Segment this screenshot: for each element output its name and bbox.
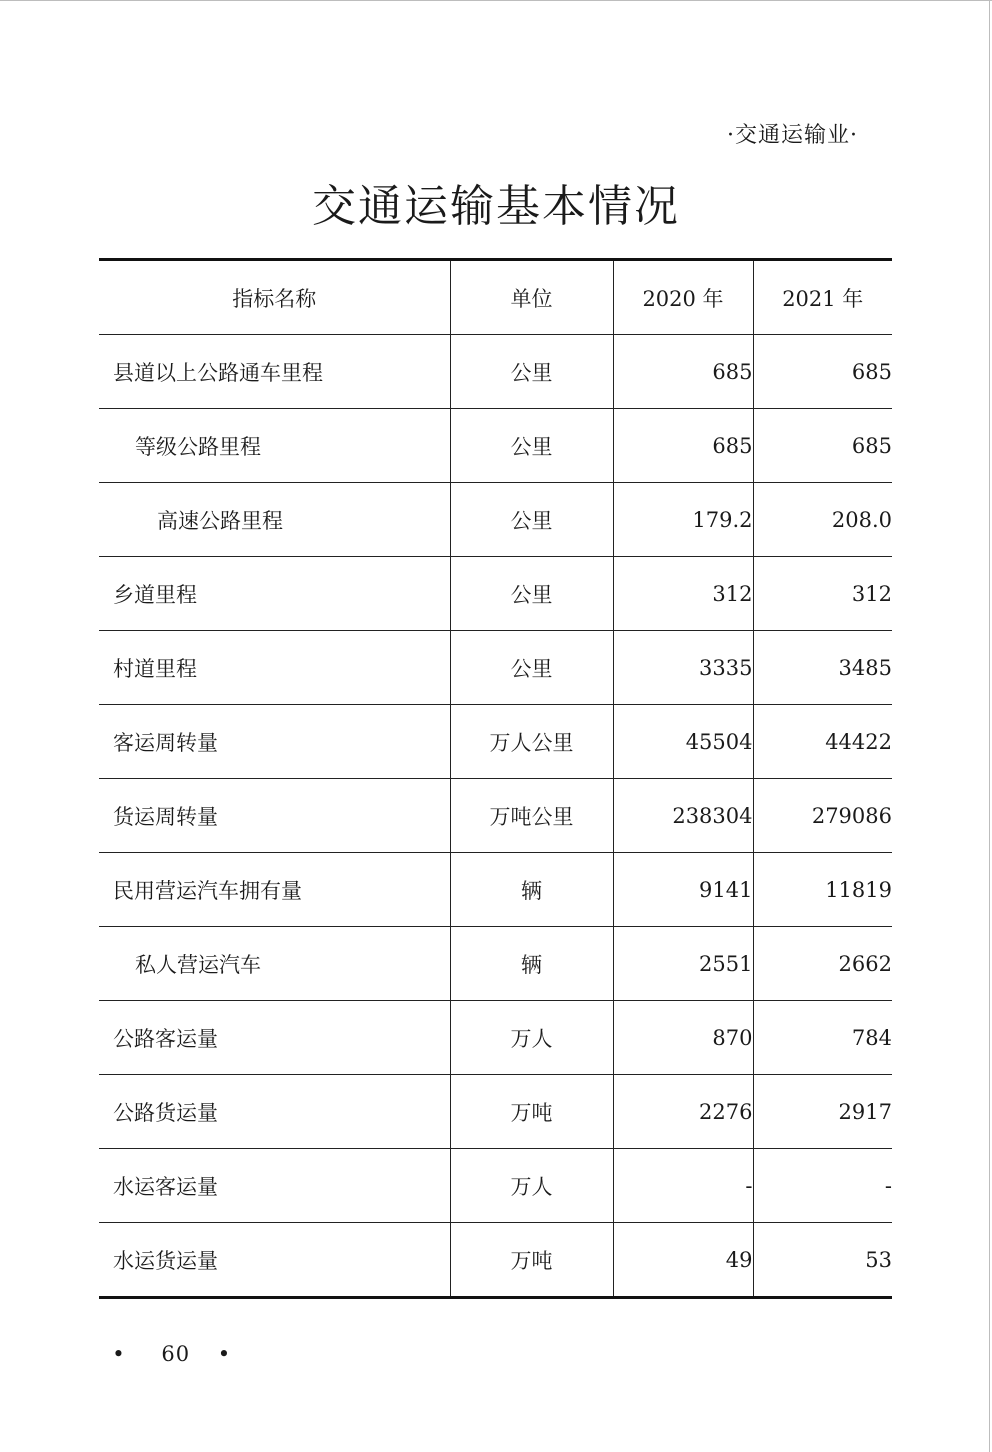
row-value-2021: 2662 [753,927,892,1001]
row-value-2020: 2551 [613,927,753,1001]
row-value-2020: 9141 [613,853,753,927]
row-value-2021: - [753,1149,892,1223]
header-year-2021: 2021 年 [753,260,892,335]
table-row [99,1075,892,1149]
row-indicator-name: 县道以上公路通车里程 [99,335,450,409]
row-indicator-name: 公路货运量 [99,1075,450,1149]
row-value-2021: 685 [753,409,892,483]
table-row [99,705,892,779]
row-value-2021: 208.0 [753,483,892,557]
row-unit: 公里 [450,557,613,631]
row-value-2020: 45504 [613,705,753,779]
row-value-2020: 238304 [613,779,753,853]
row-value-2020: 312 [613,557,753,631]
row-value-2021: 3485 [753,631,892,705]
row-unit: 辆 [450,853,613,927]
header-year-2020: 2020 年 [613,260,753,335]
row-value-2021: 53 [753,1223,892,1298]
row-indicator-name: 私人营运汽车 [99,927,450,1001]
table-row [99,1001,892,1075]
row-unit: 万吨公里 [450,779,613,853]
row-value-2020: 685 [613,409,753,483]
header-indicator-name: 指标名称 [99,260,450,335]
row-unit: 公里 [450,631,613,705]
row-unit: 辆 [450,927,613,1001]
row-indicator-name: 乡道里程 [99,557,450,631]
table-row [99,631,892,705]
row-unit: 公里 [450,335,613,409]
table-row [99,1149,892,1223]
table-header-row [99,260,892,335]
row-value-2021: 312 [753,557,892,631]
transport-stats-table [99,258,892,1299]
row-unit: 万吨 [450,1075,613,1149]
row-unit: 万人公里 [450,705,613,779]
page-number: 60 [161,1342,191,1366]
row-value-2021: 2917 [753,1075,892,1149]
row-value-2020: 685 [613,335,753,409]
row-value-2021: 784 [753,1001,892,1075]
header-unit: 单位 [450,260,613,335]
row-unit: 万吨 [450,1223,613,1298]
table-row [99,779,892,853]
table-row [99,1223,892,1298]
row-indicator-name: 等级公路里程 [99,409,450,483]
row-indicator-name: 高速公路里程 [99,483,450,557]
page-number-footer [112,1342,231,1366]
row-value-2021: 11819 [753,853,892,927]
table-row [99,335,892,409]
row-value-2021: 279086 [753,779,892,853]
page-number-dot-left: • [112,1342,126,1366]
row-indicator-name: 货运周转量 [99,779,450,853]
row-indicator-name: 公路客运量 [99,1001,450,1075]
row-indicator-name: 水运客运量 [99,1149,450,1223]
page-number-dot-right: • [217,1342,232,1366]
section-header: ·交通运输业· [727,123,858,148]
row-indicator-name: 水运货运量 [99,1223,450,1298]
row-value-2021: 44422 [753,705,892,779]
row-value-2020: 3335 [613,631,753,705]
row-indicator-name: 村道里程 [99,631,450,705]
row-value-2020: 179.2 [613,483,753,557]
table-row [99,927,892,1001]
row-value-2020: - [613,1149,753,1223]
table-row [99,409,892,483]
row-unit: 万人 [450,1149,613,1223]
row-value-2020: 870 [613,1001,753,1075]
row-unit: 公里 [450,409,613,483]
table-row [99,557,892,631]
row-value-2020: 49 [613,1223,753,1298]
table-row [99,853,892,927]
page-title: 交通运输基本情况 [312,181,680,232]
row-indicator-name: 民用营运汽车拥有量 [99,853,450,927]
row-value-2021: 685 [753,335,892,409]
table-row [99,483,892,557]
row-indicator-name: 客运周转量 [99,705,450,779]
page-top-border [0,0,992,1]
row-value-2020: 2276 [613,1075,753,1149]
row-unit: 万人 [450,1001,613,1075]
row-unit: 公里 [450,483,613,557]
